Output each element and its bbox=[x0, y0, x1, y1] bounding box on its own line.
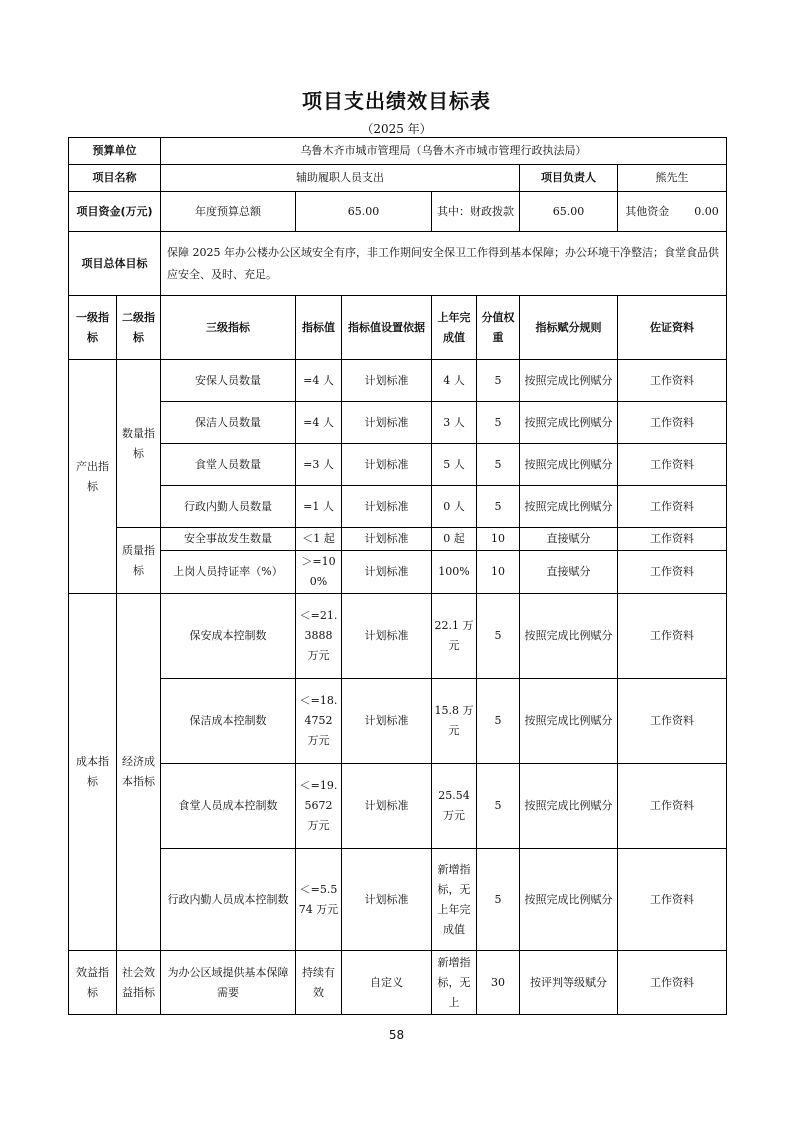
indicator-last-year: 新增指标，无上年完成值 bbox=[432, 849, 477, 951]
indicator-basis: 计划标准 bbox=[342, 551, 432, 594]
indicator-last-year: 5 人 bbox=[432, 444, 477, 486]
indicator-weight: 5 bbox=[477, 360, 520, 402]
indicator-name: 保洁人员数量 bbox=[161, 402, 296, 444]
indicator-name: 保洁成本控制数 bbox=[161, 679, 296, 764]
level2-economic: 经济成本指标 bbox=[117, 594, 161, 951]
annual-total-label: 年度预算总额 bbox=[161, 192, 296, 232]
indicator-evidence: 工作资料 bbox=[618, 551, 727, 594]
indicator-last-year: 25.54 万元 bbox=[432, 764, 477, 849]
indicator-basis: 计划标准 bbox=[342, 402, 432, 444]
indicator-value: =3 人 bbox=[296, 444, 342, 486]
indicator-rule: 按照完成比例赋分 bbox=[520, 764, 618, 849]
table-row bbox=[69, 486, 727, 528]
indicator-rule: 按照完成比例赋分 bbox=[520, 486, 618, 528]
project-name-value: 辅助履职人员支出 bbox=[161, 165, 520, 192]
indicator-basis: 计划标准 bbox=[342, 486, 432, 528]
indicator-weight: 5 bbox=[477, 486, 520, 528]
annual-total-value: 65.00 bbox=[296, 192, 432, 232]
indicator-rule: 按照完成比例赋分 bbox=[520, 402, 618, 444]
indicator-evidence: 工作资料 bbox=[618, 594, 727, 679]
year-label: （2025 年） bbox=[361, 122, 432, 136]
table-row bbox=[69, 951, 727, 1015]
indicator-name: 上岗人员持证率（%） bbox=[161, 551, 296, 594]
indicator-rule: 按照完成比例赋分 bbox=[520, 594, 618, 679]
table-row bbox=[69, 360, 727, 402]
other-funds-cell bbox=[618, 192, 727, 232]
level1-cost: 成本指标 bbox=[69, 594, 117, 951]
header-level3: 三级指标 bbox=[161, 296, 296, 360]
indicator-last-year: 100% bbox=[432, 551, 477, 594]
header-value: 指标值 bbox=[296, 296, 342, 360]
indicator-basis: 自定义 bbox=[342, 951, 432, 1015]
indicator-basis: 计划标准 bbox=[342, 444, 432, 486]
overall-goal-label: 项目总体目标 bbox=[69, 232, 161, 296]
unit-row bbox=[69, 138, 727, 165]
header-weight: 分值权重 bbox=[477, 296, 520, 360]
overall-goal-row bbox=[69, 232, 727, 296]
funds-label: 项目资金(万元) bbox=[69, 192, 161, 232]
indicator-last-year: 新增指标，无上 bbox=[432, 951, 477, 1015]
indicator-rule: 按照完成比例赋分 bbox=[520, 444, 618, 486]
table-row bbox=[69, 679, 727, 764]
indicator-weight: 5 bbox=[477, 679, 520, 764]
indicator-value: ＜1 起 bbox=[296, 528, 342, 551]
indicator-value: ＜=5.574 万元 bbox=[296, 849, 342, 951]
indicator-weight: 5 bbox=[477, 849, 520, 951]
performance-table bbox=[68, 137, 727, 1015]
page-number: 58 bbox=[388, 1028, 405, 1042]
indicator-evidence: 工作资料 bbox=[618, 679, 727, 764]
indicator-value: ＜=21.3888 万元 bbox=[296, 594, 342, 679]
header-row bbox=[69, 296, 727, 360]
indicator-evidence: 工作资料 bbox=[618, 402, 727, 444]
indicator-value: 持续有效 bbox=[296, 951, 342, 1015]
indicator-rule: 按照完成比例赋分 bbox=[520, 679, 618, 764]
indicator-basis: 计划标准 bbox=[342, 360, 432, 402]
indicator-last-year: 15.8 万元 bbox=[432, 679, 477, 764]
indicator-basis: 计划标准 bbox=[342, 528, 432, 551]
indicator-name: 为办公区域提供基本保障需要 bbox=[161, 951, 296, 1015]
unit-label: 预算单位 bbox=[69, 138, 161, 165]
indicator-name: 安全事故发生数量 bbox=[161, 528, 296, 551]
indicator-rule: 按照完成比例赋分 bbox=[520, 849, 618, 951]
level1-output: 产出指标 bbox=[69, 360, 117, 594]
indicator-weight: 30 bbox=[477, 951, 520, 1015]
indicator-weight: 5 bbox=[477, 764, 520, 849]
indicator-name: 安保人员数量 bbox=[161, 360, 296, 402]
indicator-rule: 直接赋分 bbox=[520, 551, 618, 594]
table-row bbox=[69, 528, 727, 551]
indicator-basis: 计划标准 bbox=[342, 594, 432, 679]
page-title: 项目支出绩效目标表 bbox=[302, 89, 491, 113]
unit-value: 乌鲁木齐市城市管理局（乌鲁木齐市城市管理行政执法局） bbox=[161, 138, 727, 165]
indicator-evidence: 工作资料 bbox=[618, 764, 727, 849]
overall-goal-value: 保障 2025 年办公楼办公区域安全有序，非工作期间安全保卫工作得到基本保障；办公环境干净整洁；食堂食品供应安全、及时、充足。 bbox=[161, 232, 727, 296]
level2-quality: 质量指标 bbox=[117, 528, 161, 594]
table-row bbox=[69, 402, 727, 444]
indicator-rule: 按评判等级赋分 bbox=[520, 951, 618, 1015]
level2-quantity: 数量指标 bbox=[117, 360, 161, 528]
header-rule: 指标赋分规则 bbox=[520, 296, 618, 360]
table-row bbox=[69, 594, 727, 679]
indicator-evidence: 工作资料 bbox=[618, 528, 727, 551]
header-last-year: 上年完成值 bbox=[432, 296, 477, 360]
indicator-basis: 计划标准 bbox=[342, 764, 432, 849]
indicator-weight: 5 bbox=[477, 594, 520, 679]
funds-row bbox=[69, 192, 727, 232]
header-evidence: 佐证资料 bbox=[618, 296, 727, 360]
other-funds-label: 其他资金 bbox=[625, 204, 670, 218]
header-level1: 一级指标 bbox=[69, 296, 117, 360]
project-name-row bbox=[69, 165, 727, 192]
indicator-weight: 10 bbox=[477, 528, 520, 551]
indicator-name: 保安成本控制数 bbox=[161, 594, 296, 679]
indicator-last-year: 0 人 bbox=[432, 486, 477, 528]
indicator-basis: 计划标准 bbox=[342, 679, 432, 764]
project-owner-value: 熊先生 bbox=[618, 165, 727, 192]
table-row bbox=[69, 764, 727, 849]
indicator-last-year: 3 人 bbox=[432, 402, 477, 444]
table-row bbox=[69, 849, 727, 951]
indicator-name: 行政内勤人员成本控制数 bbox=[161, 849, 296, 951]
indicator-weight: 5 bbox=[477, 444, 520, 486]
indicator-last-year: 0 起 bbox=[432, 528, 477, 551]
indicator-rule: 按照完成比例赋分 bbox=[520, 360, 618, 402]
header-basis: 指标值设置依据 bbox=[342, 296, 432, 360]
indicator-name: 行政内勤人员数量 bbox=[161, 486, 296, 528]
indicator-value: =1 人 bbox=[296, 486, 342, 528]
indicator-evidence: 工作资料 bbox=[618, 444, 727, 486]
indicator-weight: 5 bbox=[477, 402, 520, 444]
indicator-value: ＞=100% bbox=[296, 551, 342, 594]
table-row bbox=[69, 444, 727, 486]
indicator-evidence: 工作资料 bbox=[618, 486, 727, 528]
project-name-label: 项目名称 bbox=[69, 165, 161, 192]
indicator-name: 食堂人员成本控制数 bbox=[161, 764, 296, 849]
indicator-value: ＜=18.4752 万元 bbox=[296, 679, 342, 764]
indicator-evidence: 工作资料 bbox=[618, 849, 727, 951]
indicator-last-year: 22.1 万元 bbox=[432, 594, 477, 679]
indicator-weight: 10 bbox=[477, 551, 520, 594]
indicator-name: 食堂人员数量 bbox=[161, 444, 296, 486]
project-owner-label: 项目负责人 bbox=[520, 165, 618, 192]
table-row bbox=[69, 551, 727, 594]
header-level2: 二级指标 bbox=[117, 296, 161, 360]
indicator-value: =4 人 bbox=[296, 402, 342, 444]
fiscal-value: 65.00 bbox=[520, 192, 618, 232]
level2-social: 社会效益指标 bbox=[117, 951, 161, 1015]
indicator-value: ＜=19.5672 万元 bbox=[296, 764, 342, 849]
indicator-value: =4 人 bbox=[296, 360, 342, 402]
indicator-evidence: 工作资料 bbox=[618, 360, 727, 402]
fiscal-label: 其中：财政拨款 bbox=[432, 192, 520, 232]
indicator-basis: 计划标准 bbox=[342, 849, 432, 951]
indicator-last-year: 4 人 bbox=[432, 360, 477, 402]
indicator-evidence: 工作资料 bbox=[618, 951, 727, 1015]
level1-benefit: 效益指标 bbox=[69, 951, 117, 1015]
other-funds-value: 0.00 bbox=[694, 204, 719, 218]
indicator-rule: 直接赋分 bbox=[520, 528, 618, 551]
